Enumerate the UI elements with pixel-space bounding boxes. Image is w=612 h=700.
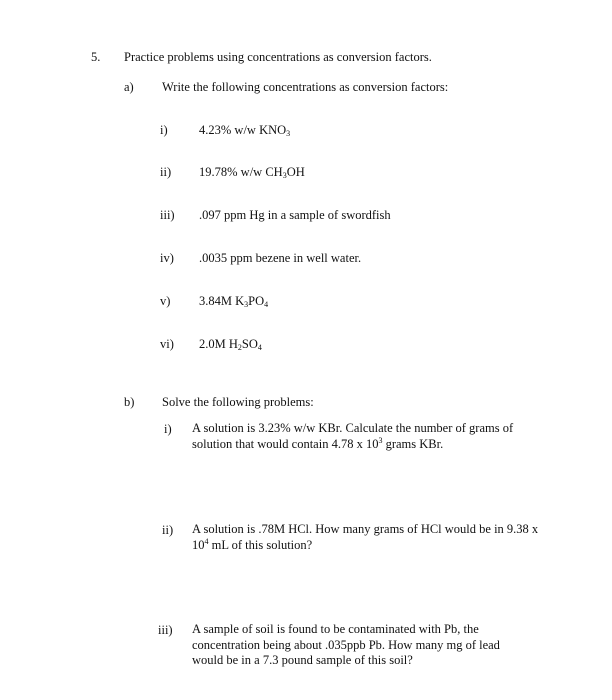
part-b-instruction: Solve the following problems:: [162, 395, 314, 409]
part-b-label: b): [124, 395, 135, 409]
part-a-item-formula: 2.0M $H_2SO_4$: [199, 337, 262, 352]
part-a-item-label: vi): [160, 337, 174, 351]
part-b-item-label: iii): [158, 623, 173, 637]
problem-number: 5.: [91, 50, 101, 64]
part-a-item-label: i): [160, 123, 168, 137]
part-a-item-label: iii): [160, 208, 175, 222]
part-b-item-text: A solution is .78M HCl. How many grams of HCl would be in 9.38 x $10^4$ mL of this solution?: [192, 522, 539, 552]
part-b-item-text: A solution is 3.23% w/w KBr. Calculate the number of grams of solution that would contain 4.78 x $10^3$ grams KBr.: [192, 421, 514, 451]
part-b-item-label: i): [164, 422, 172, 436]
part-a-instruction: Write the following concentrations as conversion factors:: [162, 80, 449, 94]
part-b-item-text: A sample of soil is found to be contaminated with Pb, the concentration being about .035ppb Pb. How many mg of lead would be in a 7.3 pound sample of this soil?: [192, 622, 500, 667]
part-a-item-text: .097 ppm Hg in a sample of swordfish: [199, 208, 391, 222]
part-a-item-label: ii): [160, 165, 172, 179]
part-a-item-formula: 19.78% w/w $CH_3OH$: [199, 165, 305, 180]
part-a-item-formula: 4.23% w/w $KNO_3$: [199, 123, 291, 138]
part-a-label: a): [124, 80, 134, 94]
part-a-item-label: v): [160, 294, 171, 308]
part-b-item-label: ii): [162, 523, 174, 537]
part-a-item-text: .0035 ppm bezene in well water.: [199, 251, 362, 265]
part-a-item-label: iv): [160, 251, 174, 265]
part-a-item-formula: 3.84M $K_3PO_4$: [199, 294, 269, 309]
problem-title: Practice problems using concentrations as conversion factors.: [124, 50, 432, 64]
